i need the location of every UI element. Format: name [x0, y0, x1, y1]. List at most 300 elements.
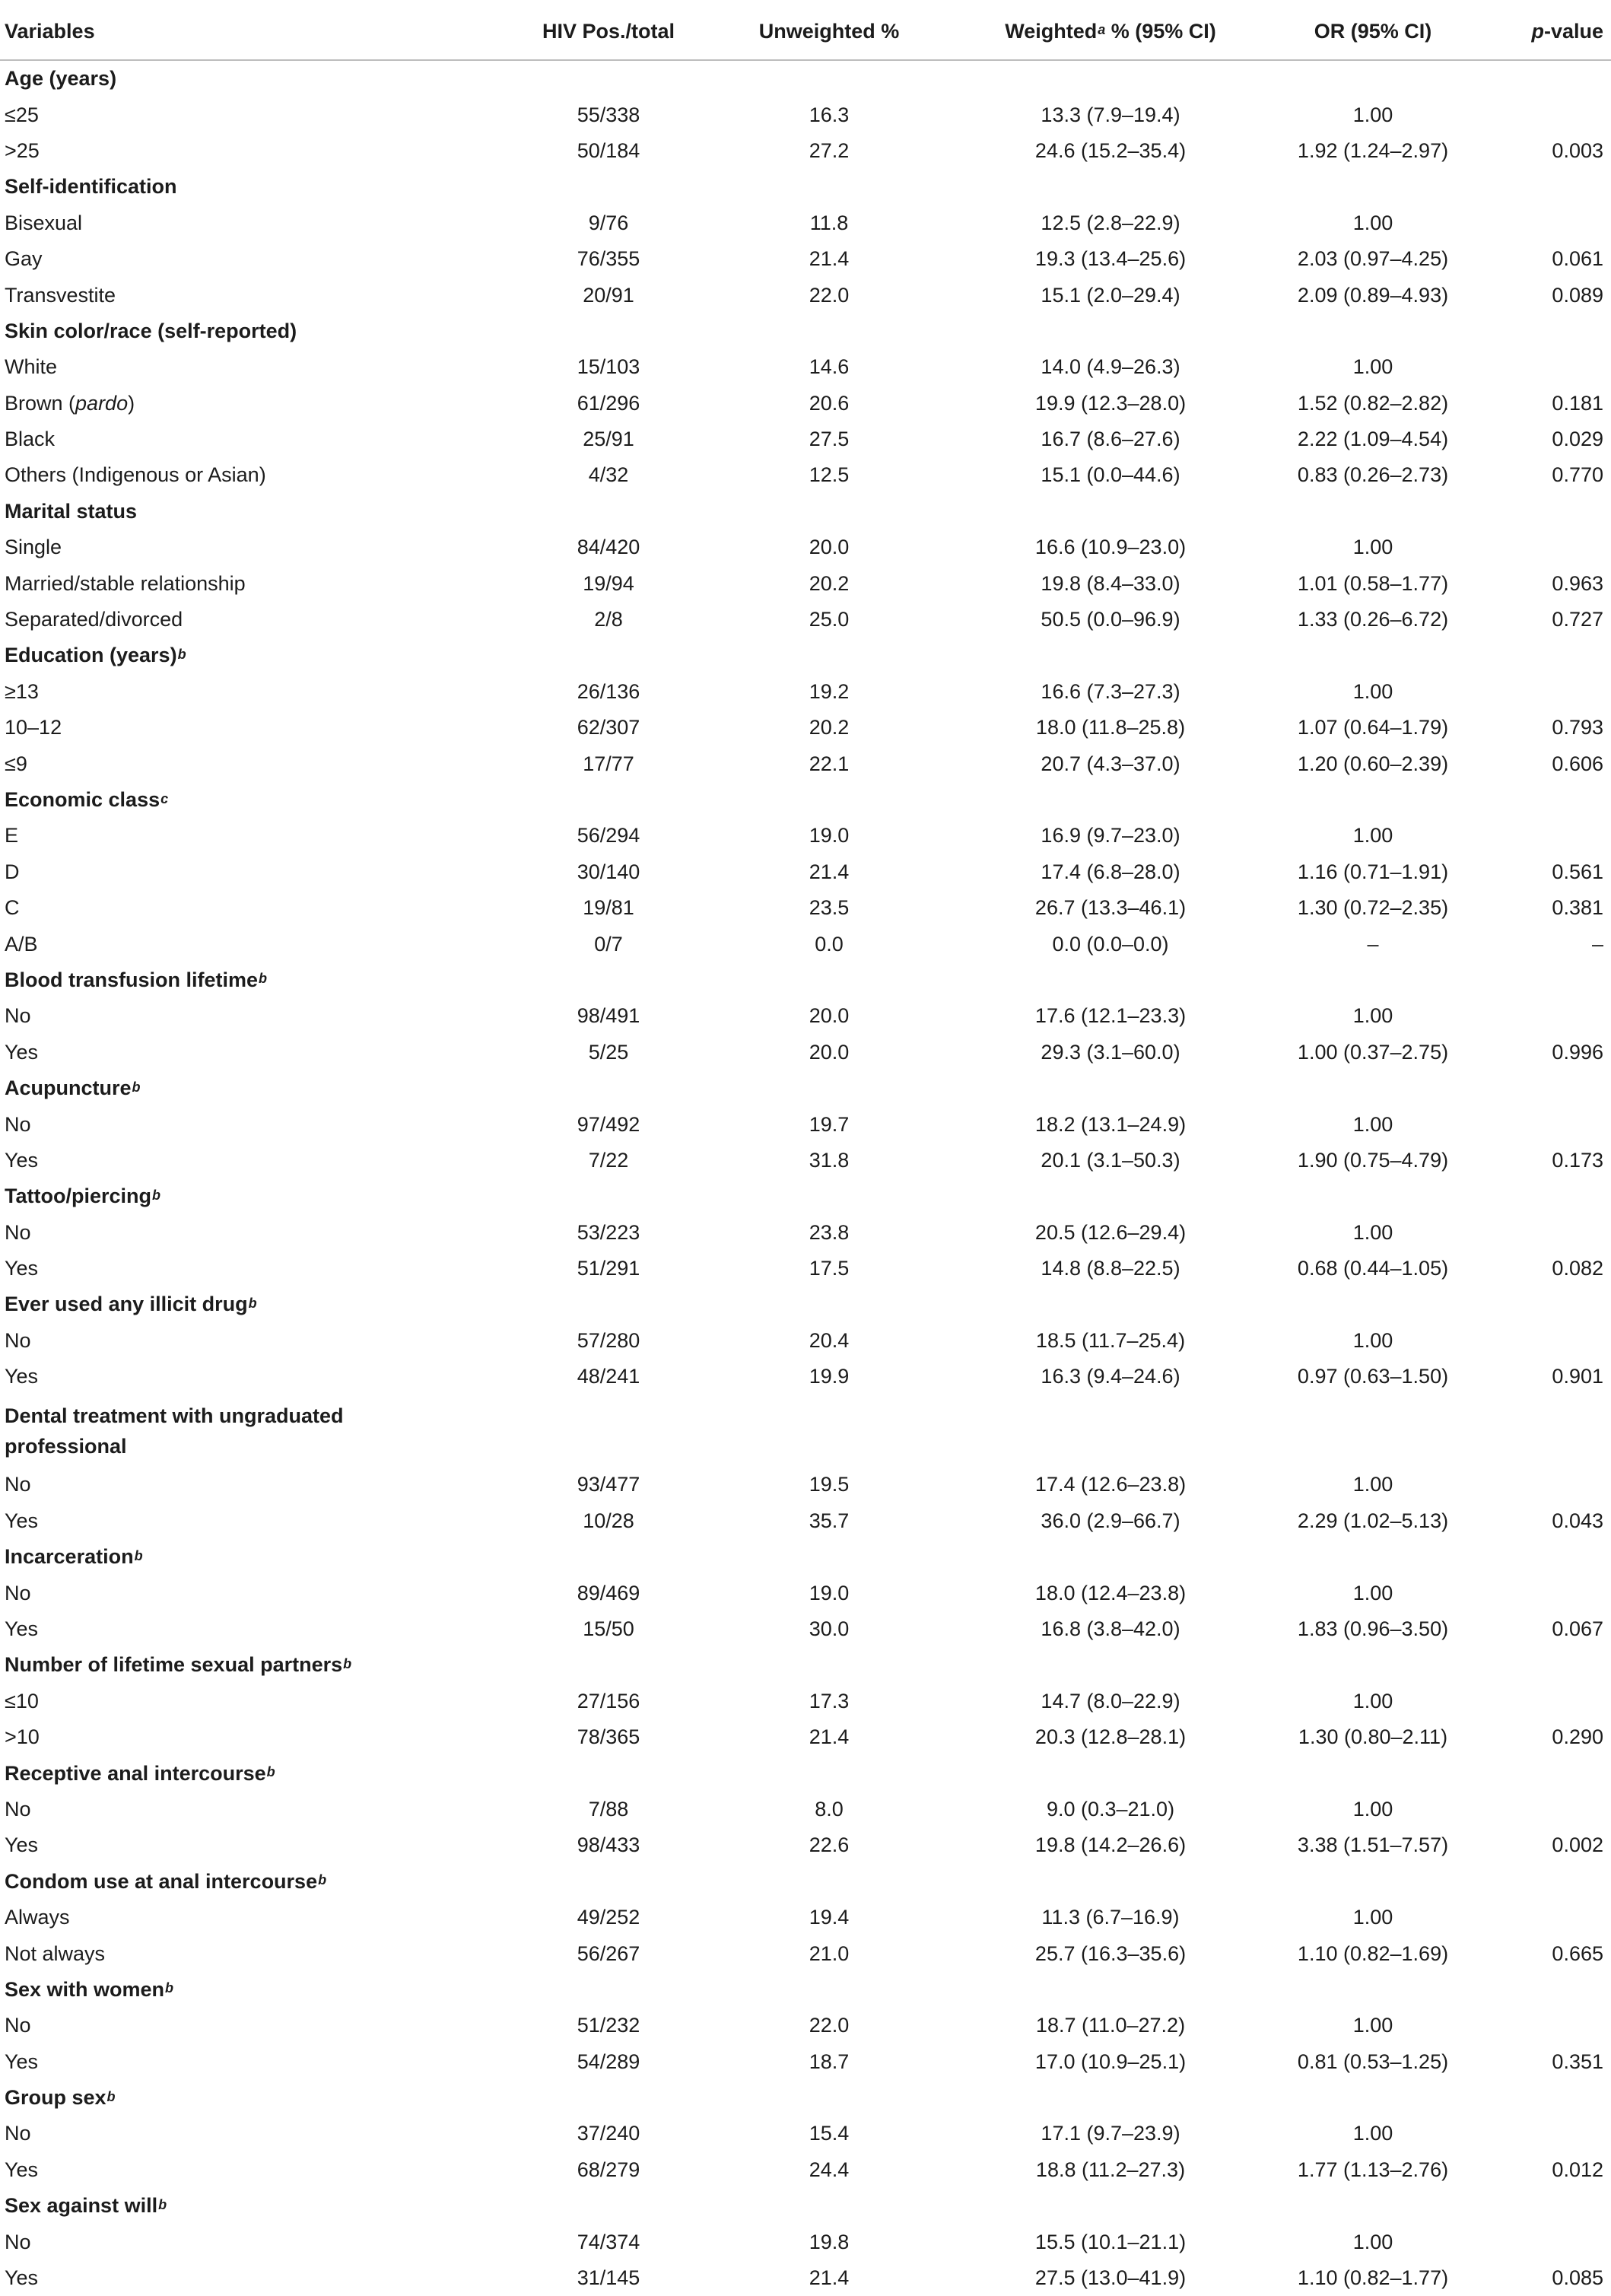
label-text: Yes	[5, 2266, 39, 2290]
weighted-cell: 13.3 (7.9–19.4)	[1041, 103, 1180, 126]
hiv-pos-cell: 57/280	[577, 1328, 640, 1352]
weighted-cell: 18.2 (13.1–24.9)	[1034, 1112, 1187, 1136]
label-text: No	[5, 2014, 31, 2037]
table-group-row	[0, 1178, 1611, 1214]
label-text: Brown (	[5, 391, 76, 415]
unweighted-cell: 22.6	[809, 1833, 850, 1857]
table-row	[0, 1467, 1611, 1503]
label-text: No	[5, 1581, 31, 1604]
table-row	[0, 529, 1611, 565]
label-text: ≥13	[5, 679, 39, 703]
label-italic-text: pardo	[75, 391, 129, 415]
table-row	[0, 2260, 1611, 2296]
table-row	[0, 133, 1611, 169]
odds-ratio-cell: 1.00	[1352, 355, 1393, 379]
odds-ratio-cell: 1.10 (0.82–1.77)	[1297, 2266, 1449, 2290]
unweighted-cell: 18.7	[809, 2050, 850, 2073]
label-text: E	[5, 824, 19, 847]
hiv-pos-cell: 93/477	[577, 1473, 640, 1496]
header-p-italic: p	[1531, 19, 1544, 43]
hiv-pos-cell: 27/156	[577, 1689, 640, 1712]
odds-ratio-cell: 0.81 (0.53–1.25)	[1297, 2050, 1449, 2073]
label-text: Condom use at anal intercourse	[5, 1869, 318, 1893]
label-text: Not always	[5, 1941, 106, 1965]
weighted-cell: 0.0 (0.0–0.0)	[1052, 932, 1169, 956]
group-label: Incarceration $^b$	[5, 1545, 143, 1569]
p-value-cell: –	[1591, 932, 1603, 956]
p-value-cell: 0.061	[1552, 247, 1603, 271]
p-value-cell: 0.089	[1552, 283, 1603, 307]
hiv-pos-cell: 0/7	[594, 932, 623, 956]
header-weighted-ci: % (95% CI)	[1105, 19, 1216, 43]
hiv-pos-cell: 84/420	[577, 536, 640, 559]
label-text: >25	[5, 138, 40, 162]
hiv-pos-cell: 76/355	[577, 247, 640, 271]
odds-ratio-cell: 1.00	[1352, 679, 1393, 703]
hiv-pos-cell: 4/32	[588, 463, 629, 487]
p-value-cell: 0.290	[1552, 1725, 1603, 1749]
row-label	[5, 1719, 461, 1755]
label-text: Marital status	[5, 499, 138, 523]
table-row	[0, 2044, 1611, 2080]
label-text: >10	[5, 1725, 40, 1749]
odds-ratio-cell: 1.00	[1352, 103, 1393, 126]
weighted-cell: 14.0 (4.9–26.3)	[1041, 355, 1180, 379]
odds-ratio-cell: 1.90 (0.75–4.79)	[1297, 1148, 1449, 1172]
row-label	[5, 1827, 461, 1863]
row-label	[5, 1215, 461, 1251]
weighted-cell: 11.3 (6.7–16.9)	[1041, 1906, 1180, 1929]
weighted-cell: 12.5 (2.8–22.9)	[1041, 211, 1180, 234]
odds-ratio-cell: 1.00	[1352, 1797, 1393, 1821]
odds-ratio-cell: 1.92 (1.24–2.97)	[1297, 138, 1449, 162]
table-row	[0, 674, 1611, 710]
weighted-cell: 16.6 (10.9–23.0)	[1034, 536, 1187, 559]
hiv-pos-cell: 15/50	[583, 1617, 634, 1640]
table-row	[0, 1251, 1611, 1286]
hiv-pos-cell: 25/91	[583, 428, 634, 451]
hiv-pos-cell: 49/252	[577, 1906, 640, 1929]
weighted-cell: 20.3 (12.8–28.1)	[1034, 1725, 1187, 1749]
weighted-cell: 19.8 (8.4–33.0)	[1041, 571, 1180, 595]
label-text: Incarceration	[5, 1545, 134, 1569]
table-row	[0, 926, 1611, 962]
weighted-cell: 15.1 (2.0–29.4)	[1041, 283, 1180, 307]
row-label	[5, 1575, 461, 1611]
odds-ratio-cell: 1.33 (0.26–6.72)	[1297, 608, 1449, 631]
label-text: Always	[5, 1906, 70, 1929]
weighted-cell: 25.7 (16.3–35.6)	[1034, 1941, 1187, 1965]
header-hiv-pos: HIV Pos./total	[542, 19, 675, 43]
table-row	[0, 97, 1611, 132]
unweighted-cell: 21.0	[809, 1941, 850, 1965]
hiv-pos-cell: 51/291	[577, 1257, 640, 1280]
row-label	[5, 1035, 461, 1070]
label-text: Yes	[5, 2158, 39, 2181]
p-value-cell: 0.727	[1552, 608, 1603, 631]
hiv-pos-cell: 19/94	[583, 571, 634, 595]
label-text: ≤25	[5, 103, 39, 126]
table-body	[0, 61, 1611, 2296]
odds-ratio-cell: 0.97 (0.63–1.50)	[1297, 1365, 1449, 1388]
unweighted-cell: 19.0	[809, 824, 850, 847]
table-row	[0, 854, 1611, 890]
hiv-pos-cell: 62/307	[577, 716, 640, 739]
table-row	[0, 386, 1611, 421]
label-text: White	[5, 355, 58, 379]
unweighted-cell: 14.6	[809, 355, 850, 379]
odds-ratio-cell: 1.00	[1352, 1581, 1393, 1604]
unweighted-cell: 17.5	[809, 1257, 850, 1280]
table-row	[0, 1792, 1611, 1827]
hiv-pos-cell: 89/469	[577, 1581, 640, 1604]
odds-ratio-cell: 1.83 (0.96–3.50)	[1297, 1617, 1449, 1640]
label-text: No	[5, 1797, 31, 1821]
p-value-cell: 0.996	[1552, 1040, 1603, 1064]
weighted-cell: 36.0 (2.9–66.7)	[1041, 1509, 1180, 1532]
weighted-cell: 20.7 (4.3–37.0)	[1041, 752, 1180, 775]
unweighted-cell: 24.4	[809, 2158, 850, 2181]
table-group-row	[0, 169, 1611, 205]
header-weighted-label: Weighted	[1005, 19, 1098, 43]
p-value-cell	[1491, 1792, 1603, 1827]
label-text: Others (Indigenous or Asian)	[5, 463, 266, 487]
hiv-pos-cell: 78/365	[577, 1725, 640, 1749]
row-label	[5, 1323, 461, 1359]
unweighted-cell: 25.0	[809, 608, 850, 631]
unweighted-cell: 21.4	[809, 860, 850, 883]
odds-ratio-cell: 1.30 (0.80–2.11)	[1298, 1725, 1448, 1749]
p-value-cell	[1491, 205, 1603, 241]
label-text: Self-identification	[5, 175, 177, 199]
odds-ratio-cell: 0.83 (0.26–2.73)	[1297, 463, 1449, 487]
group-label: Blood transfusion lifetime $^b$	[5, 968, 268, 991]
p-value-cell: 0.085	[1552, 2266, 1603, 2290]
label-text: Blood transfusion lifetime	[5, 968, 259, 991]
hiv-pos-cell: 97/492	[577, 1112, 640, 1136]
table-row	[0, 205, 1611, 241]
weighted-cell: 19.3 (13.4–25.6)	[1034, 247, 1187, 271]
label-text: Number of lifetime sexual partners	[5, 1653, 343, 1677]
label-text: No	[5, 1220, 31, 1244]
unweighted-cell: 20.4	[809, 1328, 850, 1352]
label-text: Receptive anal intercourse	[5, 1761, 266, 1785]
hiv-pos-cell: 5/25	[588, 1040, 629, 1064]
table-row	[0, 1215, 1611, 1251]
p-value-cell: 0.082	[1552, 1257, 1603, 1280]
weighted-cell: 16.8 (3.8–42.0)	[1041, 1617, 1180, 1640]
hiv-pos-cell: 54/289	[577, 2050, 640, 2073]
row-label	[5, 1106, 461, 1142]
p-value-cell: 0.381	[1552, 896, 1603, 920]
table-row	[0, 457, 1611, 493]
odds-ratio-cell: 1.00	[1352, 1220, 1393, 1244]
p-value-cell: 0.029	[1552, 428, 1603, 451]
label-after-text: )	[128, 391, 135, 415]
weighted-cell: 16.3 (9.4–24.6)	[1041, 1365, 1180, 1388]
row-label	[5, 277, 461, 313]
unweighted-cell: 19.2	[809, 679, 850, 703]
row-label	[5, 674, 461, 710]
label-text: ≤10	[5, 1689, 39, 1712]
table-row	[0, 277, 1611, 313]
hiv-pos-cell: 56/294	[577, 824, 640, 847]
table-row	[0, 241, 1611, 277]
weighted-cell: 14.8 (8.8–22.5)	[1041, 1257, 1180, 1280]
unweighted-cell: 16.3	[809, 103, 850, 126]
odds-ratio-cell: 1.16 (0.71–1.91)	[1297, 860, 1449, 883]
weighted-cell: 29.3 (3.1–60.0)	[1041, 1040, 1180, 1064]
unweighted-cell: 20.0	[809, 536, 850, 559]
odds-ratio-cell: 1.00	[1352, 1689, 1393, 1712]
p-value-cell: 0.173	[1552, 1148, 1603, 1172]
hiv-pos-cell: 68/279	[577, 2158, 640, 2181]
unweighted-cell: 19.0	[809, 1581, 850, 1604]
p-value-cell	[1491, 1900, 1603, 1935]
odds-ratio-cell: –	[1367, 932, 1379, 956]
hiv-pos-cell: 98/491	[577, 1004, 640, 1028]
odds-ratio-cell: 1.00	[1352, 536, 1393, 559]
odds-ratio-cell: 0.68 (0.44–1.05)	[1297, 1257, 1449, 1280]
unweighted-cell: 19.4	[809, 1906, 850, 1929]
unweighted-cell: 19.7	[809, 1112, 850, 1136]
weighted-cell: 18.8 (11.2–27.3)	[1035, 2158, 1186, 2181]
hiv-pos-cell: 9/76	[588, 211, 629, 234]
table-row	[0, 421, 1611, 457]
unweighted-cell: 22.1	[809, 752, 850, 775]
table-row	[0, 1827, 1611, 1863]
label-text: Black	[5, 428, 56, 451]
label-text: Economic class	[5, 788, 160, 811]
table-row	[0, 1143, 1611, 1178]
unweighted-cell: 21.4	[809, 2266, 850, 2290]
hiv-pos-cell: 53/223	[577, 1220, 640, 1244]
p-value-cell	[1491, 2116, 1603, 2151]
table-row	[0, 1503, 1611, 1539]
table-row	[0, 818, 1611, 854]
label-text: Dental treatment with ungraduated professional	[5, 1404, 350, 1458]
label-text: No	[5, 2230, 31, 2253]
group-label: Economic class $^c$	[5, 788, 169, 811]
group-label: Ever used any illicit drug $^b$	[5, 1293, 257, 1316]
label-text: No	[5, 2122, 31, 2145]
table-group-row	[0, 1539, 1611, 1575]
odds-ratio-cell: 1.00	[1352, 1906, 1393, 1929]
table-row	[0, 998, 1611, 1034]
table-row	[0, 2152, 1611, 2188]
p-value-cell: 0.181	[1552, 391, 1603, 415]
row-label	[5, 710, 461, 746]
table-group-row	[0, 1394, 1611, 1467]
table-row	[0, 1106, 1611, 1142]
row-label	[5, 818, 461, 854]
p-value-cell	[1491, 818, 1603, 854]
odds-ratio-cell: 1.52 (0.82–2.82)	[1297, 391, 1449, 415]
table-row	[0, 1611, 1611, 1647]
odds-ratio-cell: 1.00 (0.37–2.75)	[1297, 1040, 1449, 1064]
label-text: Yes	[5, 1365, 39, 1388]
p-value-cell	[1491, 998, 1603, 1034]
odds-ratio-cell: 1.77 (1.13–2.76)	[1297, 2158, 1449, 2181]
label-text: D	[5, 860, 20, 883]
row-label	[5, 890, 461, 926]
unweighted-cell: 35.7	[809, 1509, 850, 1532]
label-text: Separated/divorced	[5, 608, 183, 631]
weighted-cell: 17.6 (12.1–23.3)	[1034, 1004, 1187, 1028]
table-group-row	[0, 1286, 1611, 1322]
weighted-cell: 24.6 (15.2–35.4)	[1034, 138, 1187, 162]
weighted-cell: 14.7 (8.0–22.9)	[1041, 1689, 1180, 1712]
weighted-cell: 15.5 (10.1–21.1)	[1034, 2230, 1187, 2253]
table-group-row	[0, 494, 1611, 529]
table-group-row	[0, 1070, 1611, 1106]
table-row	[0, 710, 1611, 746]
table-group-row	[0, 1864, 1611, 1900]
label-text: Yes	[5, 1148, 39, 1172]
table-row	[0, 1935, 1611, 1971]
label-text: Bisexual	[5, 211, 83, 234]
table-row	[0, 1575, 1611, 1611]
label-text: No	[5, 1004, 31, 1028]
hiv-pos-cell: 31/145	[577, 2266, 640, 2290]
label-text: C	[5, 896, 20, 920]
label-text: No	[5, 1328, 31, 1352]
weighted-cell: 18.5 (11.7–25.4)	[1035, 1328, 1186, 1352]
row-label	[5, 2008, 461, 2043]
unweighted-cell: 20.2	[809, 571, 850, 595]
weighted-cell: 17.4 (12.6–23.8)	[1034, 1473, 1187, 1496]
row-label	[5, 2224, 461, 2259]
label-text: Acupuncture	[5, 1076, 132, 1100]
unweighted-cell: 19.8	[809, 2230, 850, 2253]
weighted-cell: 20.5 (12.6–29.4)	[1034, 1220, 1187, 1244]
odds-ratio-cell: 1.00	[1352, 1473, 1393, 1496]
row-label	[5, 205, 461, 241]
header-or: OR (95% CI)	[1314, 19, 1432, 43]
row-label	[5, 349, 461, 385]
odds-ratio-cell: 1.20 (0.60–2.39)	[1297, 752, 1449, 775]
p-value-cell	[1491, 97, 1603, 132]
label-text: Skin color/race (self-reported)	[5, 319, 297, 342]
table-row	[0, 602, 1611, 638]
group-label	[5, 169, 461, 205]
unweighted-cell: 27.5	[809, 428, 850, 451]
unweighted-cell: 20.2	[809, 716, 850, 739]
label-text: 10–12	[5, 716, 62, 739]
table-row	[0, 1323, 1611, 1359]
p-value-cell: 0.002	[1552, 1833, 1603, 1857]
p-value-cell	[1491, 2224, 1603, 2259]
group-label: Group sex $^b$	[5, 2086, 116, 2110]
weighted-cell: 16.6 (7.3–27.3)	[1041, 679, 1180, 703]
p-value-cell: 0.963	[1552, 571, 1603, 595]
group-label	[5, 313, 461, 349]
table-group-row	[0, 782, 1611, 818]
weighted-cell: 16.7 (8.6–27.6)	[1041, 428, 1180, 451]
weighted-cell: 18.0 (12.4–23.8)	[1034, 1581, 1187, 1604]
row-label	[5, 1611, 461, 1647]
table-row	[0, 2008, 1611, 2043]
row-label	[5, 133, 461, 169]
table-row	[0, 565, 1611, 601]
group-label: Sex with women $^b$	[5, 1977, 174, 2001]
header-p-rest: -value	[1543, 19, 1603, 43]
odds-ratio-cell: 1.00	[1352, 2230, 1393, 2253]
table-row	[0, 1359, 1611, 1394]
unweighted-cell: 12.5	[809, 463, 850, 487]
odds-ratio-cell: 1.30 (0.72–2.35)	[1297, 896, 1449, 920]
row-label	[5, 1684, 461, 1719]
label-text: Single	[5, 536, 62, 559]
label-text: Yes	[5, 1040, 39, 1064]
hiv-pos-cell: 48/241	[577, 1365, 640, 1388]
odds-ratio-cell: 1.00	[1352, 1004, 1393, 1028]
weighted-cell: 15.1 (0.0–44.6)	[1041, 463, 1180, 487]
unweighted-cell: 19.5	[809, 1473, 850, 1496]
p-value-cell: 0.793	[1552, 716, 1603, 739]
p-value-cell: 0.901	[1552, 1365, 1603, 1388]
hiv-pos-cell: 7/22	[588, 1148, 629, 1172]
row-label	[5, 2152, 461, 2188]
odds-ratio-cell: 1.00	[1352, 1112, 1393, 1136]
weighted-cell: 17.4 (6.8–28.0)	[1041, 860, 1180, 883]
p-value-cell: 0.012	[1552, 2158, 1603, 2181]
odds-ratio-cell: 2.22 (1.09–4.54)	[1297, 428, 1449, 451]
hiv-pos-cell: 50/184	[577, 138, 640, 162]
odds-ratio-cell: 1.00	[1352, 2122, 1393, 2145]
row-label	[5, 746, 461, 781]
label-text: No	[5, 1112, 31, 1136]
row-label	[5, 565, 461, 601]
table-row	[0, 746, 1611, 781]
group-label	[5, 1394, 400, 1467]
p-value-cell: 0.003	[1552, 138, 1603, 162]
hiv-pos-cell: 30/140	[577, 860, 640, 883]
unweighted-cell: 20.6	[809, 391, 850, 415]
weighted-cell: 18.7 (11.0–27.2)	[1035, 2014, 1186, 2037]
odds-ratio-cell: 2.09 (0.89–4.93)	[1297, 283, 1449, 307]
row-label	[5, 2260, 461, 2296]
row-label	[5, 998, 461, 1034]
weighted-cell: 50.5 (0.0–96.9)	[1041, 608, 1180, 631]
header-p-value	[1491, 0, 1603, 61]
row-label	[5, 854, 461, 890]
unweighted-cell: 23.5	[809, 896, 850, 920]
group-label: Education (years) $^b$	[5, 644, 186, 667]
table-row	[0, 349, 1611, 385]
unweighted-cell: 17.3	[809, 1689, 850, 1712]
p-value-cell	[1491, 2008, 1603, 2043]
table-group-row	[0, 1755, 1611, 1791]
odds-ratio-cell: 1.00	[1352, 1328, 1393, 1352]
weighted-cell: 9.0 (0.3–21.0)	[1046, 1797, 1175, 1821]
p-value-cell	[1491, 1467, 1603, 1503]
unweighted-cell: 27.2	[809, 138, 850, 162]
unweighted-cell: 11.8	[809, 211, 849, 234]
hiv-pos-cell: 19/81	[583, 896, 634, 920]
row-label	[5, 457, 461, 493]
p-value-cell	[1491, 1684, 1603, 1719]
p-value-cell	[1491, 1575, 1603, 1611]
unweighted-cell: 21.4	[809, 1725, 850, 1749]
weighted-cell: 17.0 (10.9–25.1)	[1034, 2050, 1187, 2073]
p-value-cell: 0.606	[1552, 752, 1603, 775]
p-value-cell	[1491, 529, 1603, 565]
table-row	[0, 1719, 1611, 1755]
p-value-cell	[1491, 1323, 1603, 1359]
hiv-pos-cell: 10/28	[583, 1509, 634, 1532]
label-text: Transvestite	[5, 283, 116, 307]
